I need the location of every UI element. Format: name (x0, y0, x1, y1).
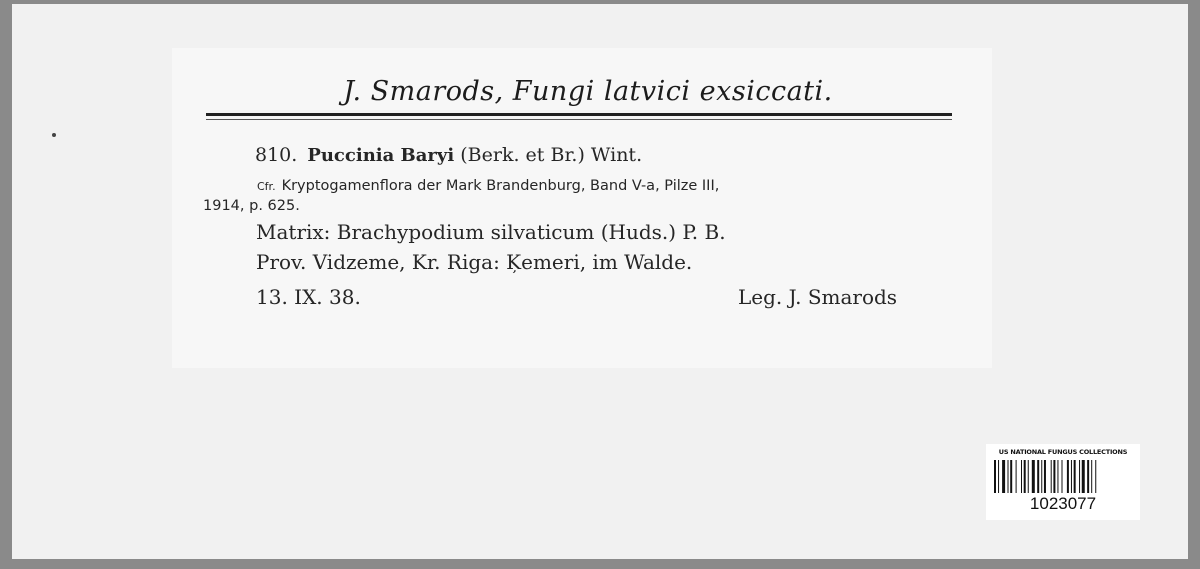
title-rule-thick (206, 113, 952, 116)
species-name: Puccinia Baryi (307, 145, 455, 166)
citation-line-2: 1914, p. 625. (203, 198, 300, 214)
barcode-institution: US NATIONAL FUNGUS COLLECTIONS (998, 448, 1128, 456)
collection-date: 13. IX. 38. (256, 285, 361, 309)
collector-line: Leg. J. Smarods (738, 285, 898, 309)
citation-line-1 (257, 178, 719, 194)
citation-prefix: Cfr. (257, 180, 276, 193)
barcode-label (986, 444, 1140, 520)
barcode-number: 1023077 (1029, 494, 1097, 513)
specimen-entry (255, 144, 642, 166)
locality-line: Prov. Vidzeme, Kr. Riga: Ķemeri, im Walde. (256, 250, 693, 274)
barcode-bars-icon (994, 460, 1132, 493)
species-authority: (Berk. et Br.) Wint. (460, 144, 643, 166)
matrix-line: Matrix: Brachypodium silvaticum (Huds.) P. B. (256, 220, 726, 244)
citation-text: Kryptogamenflora der Mark Brandenburg, Band V-a, Pilze III, (281, 178, 720, 194)
entry-number: 810. (255, 144, 298, 166)
series-title: J. Smarods, Fungi latvici exsiccati. (343, 76, 833, 107)
title-rule-thin (206, 119, 952, 120)
dust-speck (52, 133, 56, 137)
